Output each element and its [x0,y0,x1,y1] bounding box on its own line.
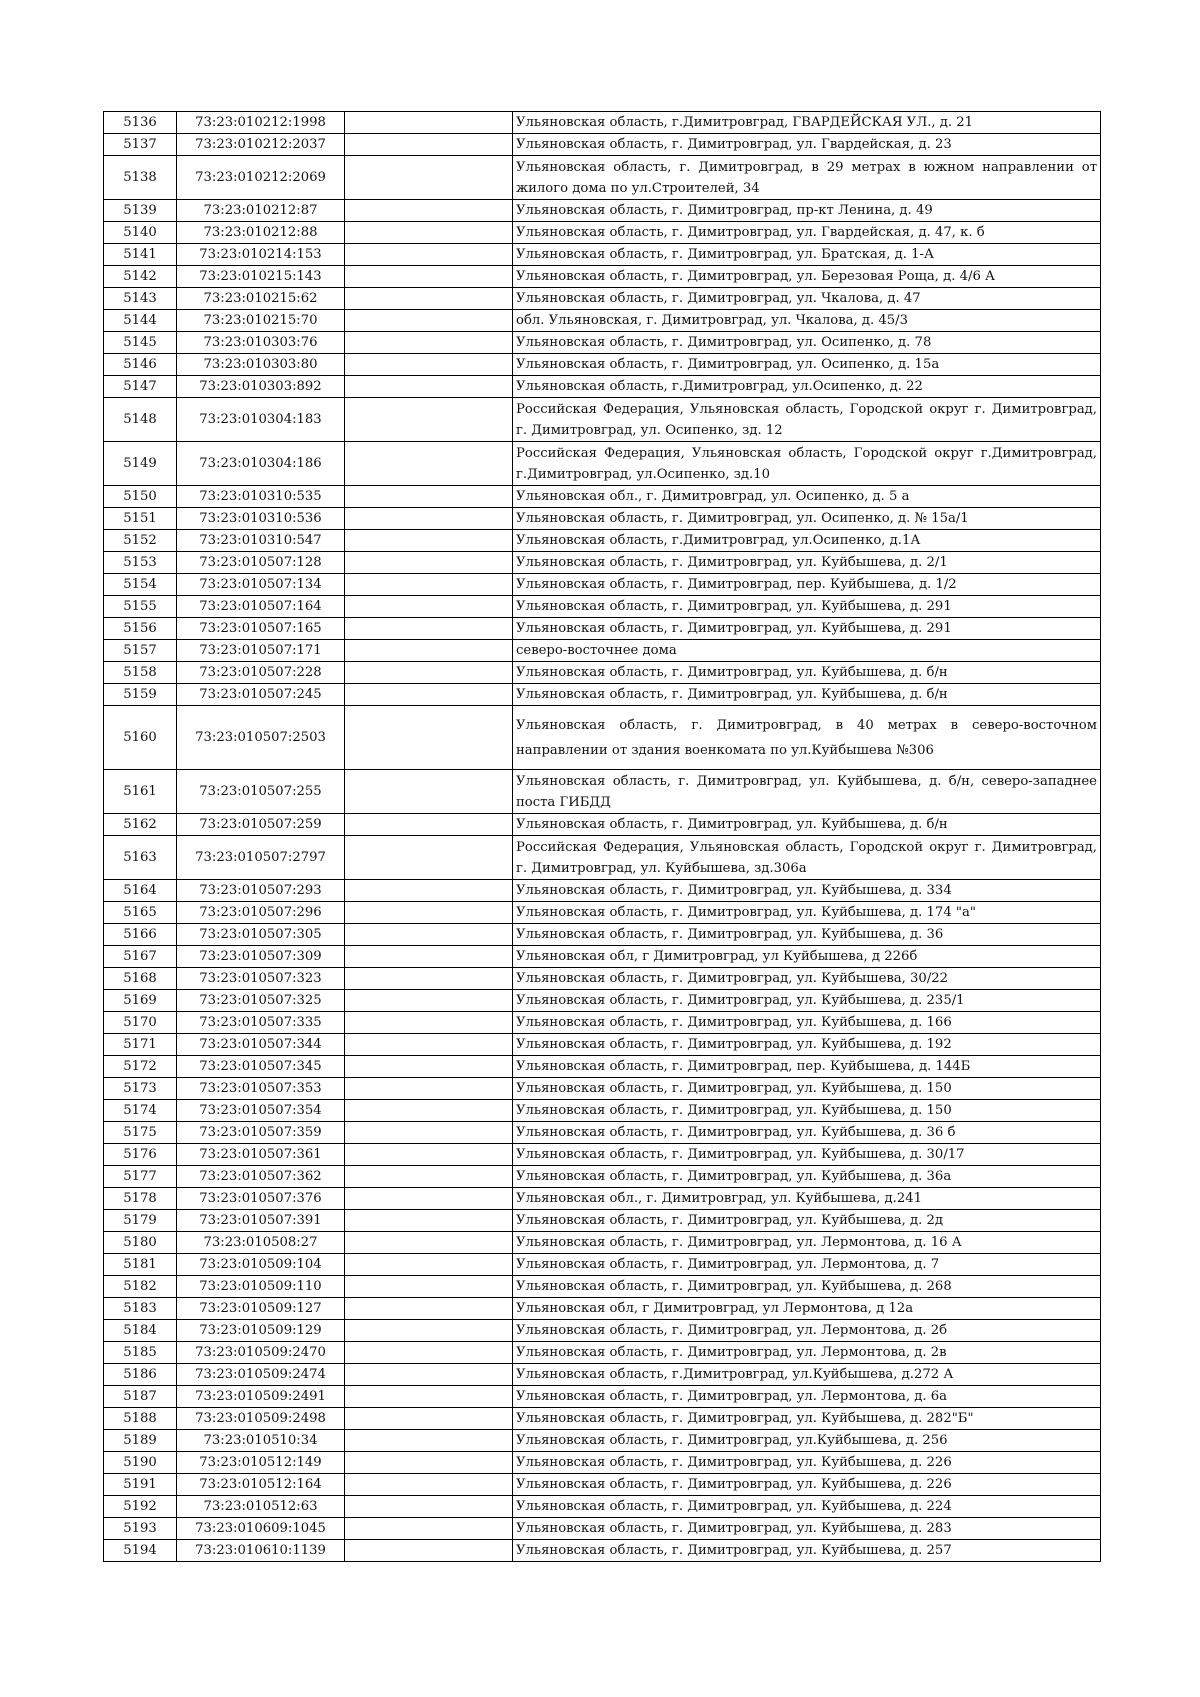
cadastral-number: 73:23:010304:186 [177,442,345,486]
cadastral-number: 73:23:010507:354 [177,1100,345,1122]
row-number: 5194 [104,1540,177,1562]
cadastral-number: 73:23:010507:325 [177,990,345,1012]
table-row [104,1188,1101,1210]
address-cell: Ульяновская область, г. Димитровград, ул. Куйбышева, д. 283 [513,1518,1101,1540]
row-number: 5165 [104,902,177,924]
empty-cell [345,200,513,222]
row-number: 5163 [104,836,177,880]
row-number: 5139 [104,200,177,222]
address-cell: Ульяновская область, г. Димитровград, ул. Куйбышева, д. 291 [513,618,1101,640]
cadastral-number: 73:23:010507:309 [177,946,345,968]
address-cell: Ульяновская область, г. Димитровград, ул. Куйбышева, д. б/н [513,814,1101,836]
row-number: 5170 [104,1012,177,1034]
address-cell: Ульяновская область, г. Димитровград, ул. Березовая Роща, д. 4/6 А [513,266,1101,288]
cadastral-number: 73:23:010512:63 [177,1496,345,1518]
table-row [104,1276,1101,1298]
address-cell: Ульяновская область, г. Димитровград, ул. Куйбышева, д. 235/1 [513,990,1101,1012]
row-number: 5157 [104,640,177,662]
empty-cell [345,1408,513,1430]
cadastral-number: 73:23:010215:143 [177,266,345,288]
cadastral-number: 73:23:010507:259 [177,814,345,836]
cadastral-number: 73:23:010509:104 [177,1254,345,1276]
cadastral-number: 73:23:010507:344 [177,1034,345,1056]
row-number: 5151 [104,508,177,530]
empty-cell [345,1056,513,1078]
cadastral-number: 73:23:010303:76 [177,332,345,354]
cadastral-number: 73:23:010303:80 [177,354,345,376]
table-row [104,1232,1101,1254]
empty-cell [345,1386,513,1408]
table-row [104,684,1101,706]
cadastral-number: 73:23:010512:149 [177,1452,345,1474]
empty-cell [345,1078,513,1100]
empty-cell [345,354,513,376]
cadastral-number: 73:23:010510:34 [177,1430,345,1452]
cadastral-number: 73:23:010212:2069 [177,156,345,200]
table-row [104,880,1101,902]
table-row [104,1496,1101,1518]
address-cell: Ульяновская область, г. Димитровград, ул. Гвардейская, д. 47, к. б [513,222,1101,244]
table-row [104,508,1101,530]
address-cell: Ульяновская область, г. Димитровград, ул. Чкалова, д. 47 [513,288,1101,310]
address-cell: Ульяновская область, г. Димитровград, ул. Куйбышева, д. 291 [513,596,1101,618]
address-cell: Ульяновская область, г. Димитровград, ул. Куйбышева, д. 36 б [513,1122,1101,1144]
table-row [104,1144,1101,1166]
row-number: 5146 [104,354,177,376]
table-row [104,1012,1101,1034]
address-cell: Ульяновская область, г. Димитровград, ул. Лермонтова, д. 2б [513,1320,1101,1342]
row-number: 5145 [104,332,177,354]
address-cell: северо-восточнее дома [513,640,1101,662]
address-cell: Ульяновская область, г. Димитровград, ул. Куйбышева, д. 150 [513,1078,1101,1100]
cadastral-number: 73:23:010507:245 [177,684,345,706]
row-number: 5186 [104,1364,177,1386]
table-row [104,1430,1101,1452]
table-row [104,266,1101,288]
row-number: 5159 [104,684,177,706]
table-row [104,706,1101,770]
cadastral-number: 73:23:010310:535 [177,486,345,508]
cadastral-number: 73:23:010507:228 [177,662,345,684]
empty-cell [345,706,513,770]
cadastral-number: 73:23:010507:361 [177,1144,345,1166]
address-cell: Ульяновская область, г. Димитровград, ул. Куйбышева, д. 192 [513,1034,1101,1056]
address-cell: Ульяновская область, г. Димитровград, ул. Осипенко, д. 78 [513,332,1101,354]
cadastral-number: 73:23:010507:376 [177,1188,345,1210]
cadastral-number: 73:23:010508:27 [177,1232,345,1254]
row-number: 5173 [104,1078,177,1100]
empty-cell [345,880,513,902]
empty-cell [345,574,513,596]
address-cell: Ульяновская область, г. Димитровград, ул. Лермонтова, д. 16 А [513,1232,1101,1254]
row-number: 5172 [104,1056,177,1078]
address-cell: Ульяновская область, г. Димитровград, ул. Братская, д. 1-А [513,244,1101,266]
cadastral-number: 73:23:010509:127 [177,1298,345,1320]
empty-cell [345,530,513,552]
row-number: 5171 [104,1034,177,1056]
table-row [104,112,1101,134]
row-number: 5188 [104,1408,177,1430]
address-cell: Ульяновская область, г.Димитровград, ул.Куйбышева, д.272 А [513,1364,1101,1386]
empty-cell [345,112,513,134]
empty-cell [345,990,513,1012]
row-number: 5181 [104,1254,177,1276]
row-number: 5155 [104,596,177,618]
empty-cell [345,1232,513,1254]
cadastral-number: 73:23:010507:391 [177,1210,345,1232]
cadastral-number: 73:23:010509:2498 [177,1408,345,1430]
empty-cell [345,134,513,156]
cadastral-number: 73:23:010509:2474 [177,1364,345,1386]
empty-cell [345,1276,513,1298]
table-row [104,1364,1101,1386]
row-number: 5137 [104,134,177,156]
table-row [104,442,1101,486]
row-number: 5180 [104,1232,177,1254]
row-number: 5169 [104,990,177,1012]
row-number: 5167 [104,946,177,968]
address-cell: Ульяновская область, г. Димитровград, ул. Куйбышева, д. 36а [513,1166,1101,1188]
row-number: 5190 [104,1452,177,1474]
table-row [104,662,1101,684]
empty-cell [345,244,513,266]
cadastral-number: 73:23:010507:171 [177,640,345,662]
cadastral-number: 73:23:010507:255 [177,770,345,814]
table-row [104,924,1101,946]
table-row [104,222,1101,244]
address-cell: Ульяновская область, г. Димитровград, пер. Куйбышева, д. 1/2 [513,574,1101,596]
address-cell: Ульяновская обл., г. Димитровград, ул. Куйбышева, д.241 [513,1188,1101,1210]
table-row [104,200,1101,222]
cadastral-number: 73:23:010212:1998 [177,112,345,134]
empty-cell [345,1298,513,1320]
table-row [104,376,1101,398]
empty-cell [345,1342,513,1364]
cadastral-number: 73:23:010509:110 [177,1276,345,1298]
row-number: 5179 [104,1210,177,1232]
cadastral-number: 73:23:010212:88 [177,222,345,244]
row-number: 5191 [104,1474,177,1496]
empty-cell [345,1122,513,1144]
cadastral-number: 73:23:010507:296 [177,902,345,924]
cadastral-number: 73:23:010512:164 [177,1474,345,1496]
row-number: 5142 [104,266,177,288]
cadastral-number: 73:23:010507:345 [177,1056,345,1078]
cadastral-number: 73:23:010507:2503 [177,706,345,770]
empty-cell [345,1320,513,1342]
empty-cell [345,1144,513,1166]
address-cell: Ульяновская область, г. Димитровград, ул. Лермонтова, д. 7 [513,1254,1101,1276]
row-number: 5187 [104,1386,177,1408]
empty-cell [345,266,513,288]
row-number: 5136 [104,112,177,134]
table-row [104,990,1101,1012]
address-cell: Ульяновская область, г. Димитровград, ул. Осипенко, д. 15а [513,354,1101,376]
address-cell: Российская Федерация, Ульяновская область, Городской округ г. Димитровград, г. Димитровград, ул. Куйбышева, зд.306а [513,836,1101,880]
row-number: 5140 [104,222,177,244]
table-row [104,596,1101,618]
table-row [104,354,1101,376]
row-number: 5183 [104,1298,177,1320]
table-row [104,332,1101,354]
cadastral-number: 73:23:010215:62 [177,288,345,310]
row-number: 5182 [104,1276,177,1298]
empty-cell [345,596,513,618]
row-number: 5138 [104,156,177,200]
cadastral-number: 73:23:010215:70 [177,310,345,332]
empty-cell [345,902,513,924]
table-row [104,1254,1101,1276]
cadastral-number: 73:23:010310:536 [177,508,345,530]
empty-cell [345,618,513,640]
address-cell: Ульяновская область, г. Димитровград, ул. Куйбышева, д. 36 [513,924,1101,946]
address-cell: Ульяновская область, г. Димитровград, ул. Лермонтова, д. 6а [513,1386,1101,1408]
address-cell: Ульяновская обл, г Димитровград, ул Куйбышева, д 226б [513,946,1101,968]
address-cell: Ульяновская область, г. Димитровград, пр-кт Ленина, д. 49 [513,200,1101,222]
empty-cell [345,1210,513,1232]
row-number: 5178 [104,1188,177,1210]
cadastral-number: 73:23:010214:153 [177,244,345,266]
table-row [104,1100,1101,1122]
address-cell: Ульяновская область, г. Димитровград, ул. Куйбышева, д. 226 [513,1452,1101,1474]
cadastral-number: 73:23:010610:1139 [177,1540,345,1562]
table-row [104,1034,1101,1056]
empty-cell [345,1518,513,1540]
row-number: 5141 [104,244,177,266]
table-row [104,1540,1101,1562]
table-row [104,244,1101,266]
empty-cell [345,552,513,574]
table-row [104,398,1101,442]
cadastral-number: 73:23:010212:2037 [177,134,345,156]
address-cell: Ульяновская область, г. Димитровград, ул. Гвардейская, д. 23 [513,134,1101,156]
address-cell: Ульяновская область, г. Димитровград, ул. Куйбышева, д. 174 "а" [513,902,1101,924]
cadastral-number: 73:23:010507:164 [177,596,345,618]
cadastral-number: 73:23:010609:1045 [177,1518,345,1540]
cadastral-number: 73:23:010507:323 [177,968,345,990]
address-cell: Ульяновская область, г. Димитровград, ул.Куйбышева, д. 256 [513,1430,1101,1452]
address-cell: Ульяновская область, г. Димитровград, ул. Куйбышева, д. 166 [513,1012,1101,1034]
row-number: 5156 [104,618,177,640]
address-cell: Ульяновская область, г. Димитровград, ул. Куйбышева, д. б/н [513,662,1101,684]
address-cell: Ульяновская область, г. Димитровград, в 29 метрах в южном направлении от жилого дома по ул.Строителей, 34 [513,156,1101,200]
address-cell: Ульяновская область, г. Димитровград, ул. Куйбышева, д. б/н, северо-западнее поста ГИБДД [513,770,1101,814]
row-number: 5152 [104,530,177,552]
table-row [104,1166,1101,1188]
cadastral-number: 73:23:010507:353 [177,1078,345,1100]
empty-cell [345,288,513,310]
row-number: 5161 [104,770,177,814]
row-number: 5153 [104,552,177,574]
table-row [104,552,1101,574]
address-cell: Ульяновская обл., г. Димитровград, ул. Осипенко, д. 5 а [513,486,1101,508]
cadastral-number: 73:23:010212:87 [177,200,345,222]
table-row [104,1386,1101,1408]
cadastral-number: 73:23:010507:305 [177,924,345,946]
table-row [104,310,1101,332]
row-number: 5189 [104,1430,177,1452]
empty-cell [345,376,513,398]
address-cell: Ульяновская область, г. Димитровград, пер. Куйбышева, д. 144Б [513,1056,1101,1078]
empty-cell [345,1430,513,1452]
row-number: 5193 [104,1518,177,1540]
address-cell: Ульяновская область, г. Димитровград, ул. Осипенко, д. № 15а/1 [513,508,1101,530]
table-row [104,1078,1101,1100]
cadastral-number: 73:23:010507:335 [177,1012,345,1034]
empty-cell [345,156,513,200]
table-row [104,968,1101,990]
registry-table-body [104,112,1101,1562]
table-row [104,530,1101,552]
row-number: 5174 [104,1100,177,1122]
table-row [104,618,1101,640]
empty-cell [345,1452,513,1474]
table-row [104,814,1101,836]
table-row [104,902,1101,924]
address-cell: Ульяновская обл, г Димитровград, ул Лермонтова, д 12а [513,1298,1101,1320]
row-number: 5168 [104,968,177,990]
empty-cell [345,1254,513,1276]
empty-cell [345,1540,513,1562]
empty-cell [345,486,513,508]
table-row [104,1342,1101,1364]
row-number: 5148 [104,398,177,442]
row-number: 5162 [104,814,177,836]
empty-cell [345,222,513,244]
table-row [104,1518,1101,1540]
cadastral-number: 73:23:010507:128 [177,552,345,574]
table-row [104,1452,1101,1474]
address-cell: Ульяновская область, г.Димитровград, ГВАРДЕЙСКАЯ УЛ., д. 21 [513,112,1101,134]
address-cell: Ульяновская область, г. Димитровград, ул. Куйбышева, д. 2/1 [513,552,1101,574]
empty-cell [345,946,513,968]
table-row [104,1320,1101,1342]
cadastral-number: 73:23:010507:359 [177,1122,345,1144]
table-row [104,574,1101,596]
row-number: 5184 [104,1320,177,1342]
address-cell: Ульяновская область, г. Димитровград, ул. Лермонтова, д. 2в [513,1342,1101,1364]
row-number: 5150 [104,486,177,508]
cadastral-number: 73:23:010303:892 [177,376,345,398]
address-cell: Ульяновская область, г. Димитровград, ул. Куйбышева, д. б/н [513,684,1101,706]
empty-cell [345,332,513,354]
empty-cell [345,924,513,946]
cadastral-number: 73:23:010509:2470 [177,1342,345,1364]
row-number: 5154 [104,574,177,596]
empty-cell [345,1188,513,1210]
row-number: 5143 [104,288,177,310]
address-cell: Ульяновская область, г. Димитровград, ул. Куйбышева, д. 226 [513,1474,1101,1496]
empty-cell [345,662,513,684]
empty-cell [345,684,513,706]
row-number: 5192 [104,1496,177,1518]
row-number: 5185 [104,1342,177,1364]
table-row [104,134,1101,156]
address-cell: Российская Федерация, Ульяновская область, Городской округ г.Димитровград, г.Димитровград, ул.Осипенко, зд.10 [513,442,1101,486]
table-row [104,1408,1101,1430]
row-number: 5175 [104,1122,177,1144]
cadastral-number: 73:23:010310:547 [177,530,345,552]
empty-cell [345,398,513,442]
table-row [104,486,1101,508]
cadastral-number: 73:23:010509:2491 [177,1386,345,1408]
cadastral-number: 73:23:010507:293 [177,880,345,902]
table-row [104,946,1101,968]
table-row [104,156,1101,200]
row-number: 5160 [104,706,177,770]
address-cell: Ульяновская область, г. Димитровград, ул. Куйбышева, д. 334 [513,880,1101,902]
cadastral-number: 73:23:010304:183 [177,398,345,442]
table-row [104,836,1101,880]
table-row [104,1298,1101,1320]
row-number: 5144 [104,310,177,332]
address-cell: Ульяновская область, г. Димитровград, ул. Куйбышева, д. 150 [513,1100,1101,1122]
table-row [104,1122,1101,1144]
empty-cell [345,968,513,990]
address-cell: Ульяновская область, г. Димитровград, ул. Куйбышева, д. 257 [513,1540,1101,1562]
table-row [104,1474,1101,1496]
row-number: 5166 [104,924,177,946]
table-row [104,770,1101,814]
empty-cell [345,770,513,814]
address-cell: обл. Ульяновская, г. Димитровград, ул. Чкалова, д. 45/3 [513,310,1101,332]
table-row [104,288,1101,310]
address-cell: Ульяновская область, г. Димитровград, ул. Куйбышева, д. 268 [513,1276,1101,1298]
empty-cell [345,814,513,836]
empty-cell [345,310,513,332]
address-cell: Ульяновская область, г. Димитровград, ул. Куйбышева, д. 224 [513,1496,1101,1518]
row-number: 5177 [104,1166,177,1188]
empty-cell [345,1496,513,1518]
row-number: 5147 [104,376,177,398]
empty-cell [345,508,513,530]
empty-cell [345,640,513,662]
address-cell: Ульяновская область, г. Димитровград, ул. Куйбышева, д. 282"Б" [513,1408,1101,1430]
address-cell: Ульяновская область, г. Димитровград, ул. Куйбышева, 30/22 [513,968,1101,990]
address-cell: Ульяновская область, г. Димитровград, ул. Куйбышева, д. 30/17 [513,1144,1101,1166]
empty-cell [345,836,513,880]
row-number: 5149 [104,442,177,486]
cadastral-number: 73:23:010507:362 [177,1166,345,1188]
address-cell: Ульяновская область, г.Димитровград, ул.Осипенко, д.1А [513,530,1101,552]
empty-cell [345,1364,513,1386]
address-cell: Ульяновская область, г.Димитровград, ул.Осипенко, д. 22 [513,376,1101,398]
cadastral-number: 73:23:010507:2797 [177,836,345,880]
address-cell: Российская Федерация, Ульяновская область, Городской округ г. Димитровград, г. Димитровград, ул. Осипенко, зд. 12 [513,398,1101,442]
cadastral-number: 73:23:010507:165 [177,618,345,640]
row-number: 5158 [104,662,177,684]
address-cell: Ульяновская область, г. Димитровград, ул. Куйбышева, д. 2д [513,1210,1101,1232]
table-row [104,640,1101,662]
address-cell: Ульяновская область, г. Димитровград, в 40 метрах в северо-восточном направлении от здания военкомата по ул.Куйбышева №306 [513,706,1101,770]
empty-cell [345,442,513,486]
empty-cell [345,1474,513,1496]
table-row [104,1056,1101,1078]
row-number: 5176 [104,1144,177,1166]
empty-cell [345,1100,513,1122]
table-row [104,1210,1101,1232]
row-number: 5164 [104,880,177,902]
cadastral-number: 73:23:010509:129 [177,1320,345,1342]
empty-cell [345,1012,513,1034]
empty-cell [345,1166,513,1188]
cadastral-number: 73:23:010507:134 [177,574,345,596]
registry-table [103,111,1101,1562]
empty-cell [345,1034,513,1056]
